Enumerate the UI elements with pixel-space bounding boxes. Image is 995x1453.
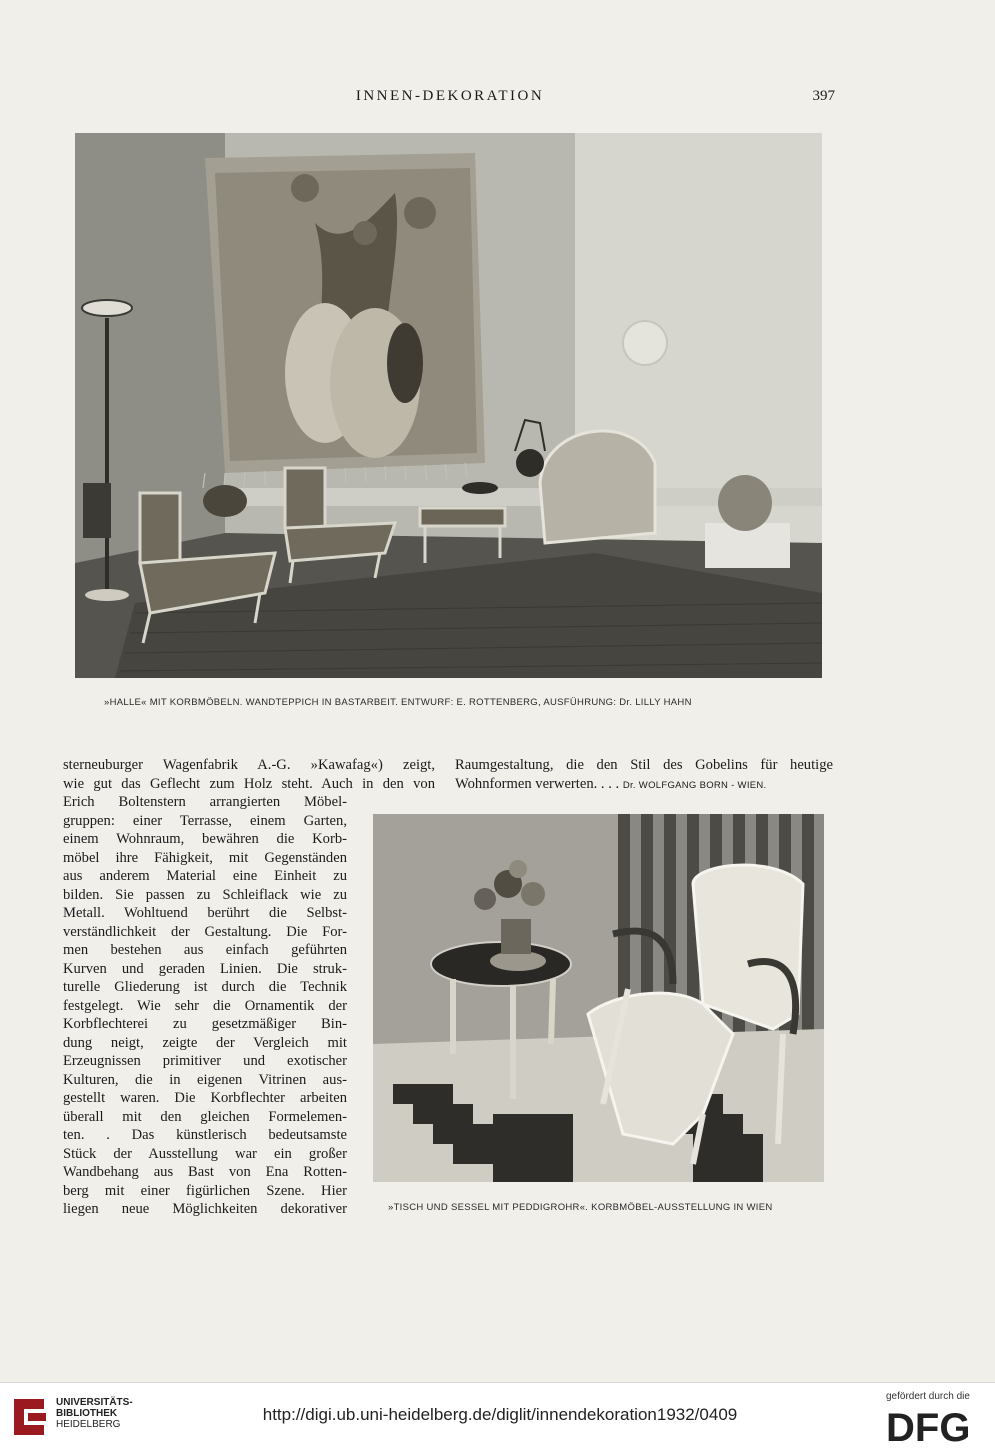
text-line: men bestehen aus einfach geführten [63,942,347,958]
text-line: sterneuburger Wagenfabrik A.-G. »Kawafag«) zeigt, [63,757,435,773]
text-line: wie gut das Geflecht zum Holz steht. Auch in den von [63,775,435,792]
text-line: dung neigt, zeigte der Vergleich mit [63,1034,347,1051]
table-chair-photo [373,814,824,1182]
text-line: turelle Gliederung ist durch die Technik [63,979,347,995]
figure-1-caption: »HALLE« MIT KORBMÖBELN. WANDTEPPICH IN BASTARBEIT. ENTWURF: E. ROTTENBERG, AUSFÜHRUNG: Dr. LILLY HAHN [104,697,692,708]
text-line: aus anderem Material eine Einheit zu [63,868,347,884]
running-header: INNEN-DEKORATION [355,88,545,104]
text-line: Raumgestaltung, die den Stil des Gobelins für heutige [455,757,833,773]
body-text-left [63,756,435,1219]
library-line-2: BIBLIOTHEK [56,1408,118,1419]
text-line: gruppen: einer Terrasse, einem Garten, [63,812,347,829]
text-line: Korbflechterei zu gesetzmäßiger Bin- [63,1016,347,1032]
text-line: bilden. Sie passen zu Schleiflack wie zu [63,886,347,903]
text-line: festgelegt. Wie sehr die Ornamentik der [63,997,347,1014]
text-line [455,775,833,796]
text-line-fragment: Wohnformen verwerten. . . . [455,775,620,792]
library-line-3: HEIDELBERG [56,1419,121,1430]
dfg-logo-icon [884,1405,982,1445]
figure-2-caption: »TISCH UND SESSEL MIT PEDDIGROHR«. KORBMÖBEL-AUSSTELLUNG IN WIEN [388,1202,773,1213]
page-number: 397 [812,88,835,104]
text-line: gestellt waren. Die Korbflechter arbeiten [63,1090,347,1106]
dfg-logo-text: DFG [886,1406,971,1445]
text-line: verständlichkeit der Gestaltung. Die For- [63,923,347,940]
text-line: berg mit einer figürlichen Szene. Hier [63,1182,347,1199]
text-line: Erich Boltenstern arrangierten Möbel- [63,794,347,810]
library-name [56,1397,133,1430]
body-text-right [455,756,833,795]
library-logo-icon [10,1395,50,1441]
funding-note: gefördert durch die [886,1391,970,1402]
footer-bar [0,1382,995,1453]
text-line: liegen neue Möglichkeiten dekorativer [63,1201,347,1217]
text-line: Kurven und geraden Linien. Die struk- [63,960,347,977]
text-line: überall mit den gleichen Formelemen- [63,1108,347,1125]
source-url-link[interactable]: http://digi.ub.uni-heidelberg.de/diglit/innendekoration1932/0409 [262,1405,738,1424]
text-line: ten. . Das künstlerisch bedeutsamste [63,1127,347,1143]
text-line: Wandbehang aus Bast von Ena Rotten- [63,1164,347,1180]
text-line: Stück der Ausstellung war ein großer [63,1145,347,1162]
library-line-1: UNIVERSITÄTS- [56,1397,133,1408]
author-signature: Dr. WOLFGANG BORN - WIEN. [622,779,767,791]
text-line: Metall. Wohltuend berührt die Selbst- [63,905,347,921]
hall-photo [75,133,822,678]
text-line: möbel ihre Fähigkeit, mit Gegenständen [63,849,347,866]
text-line: Erzeugnissen primitiver und exotischer [63,1053,347,1069]
text-line: einem Wohnraum, bewähren die Korb- [63,831,347,847]
text-line: Kulturen, die in eigenen Vitrinen aus- [63,1071,347,1088]
